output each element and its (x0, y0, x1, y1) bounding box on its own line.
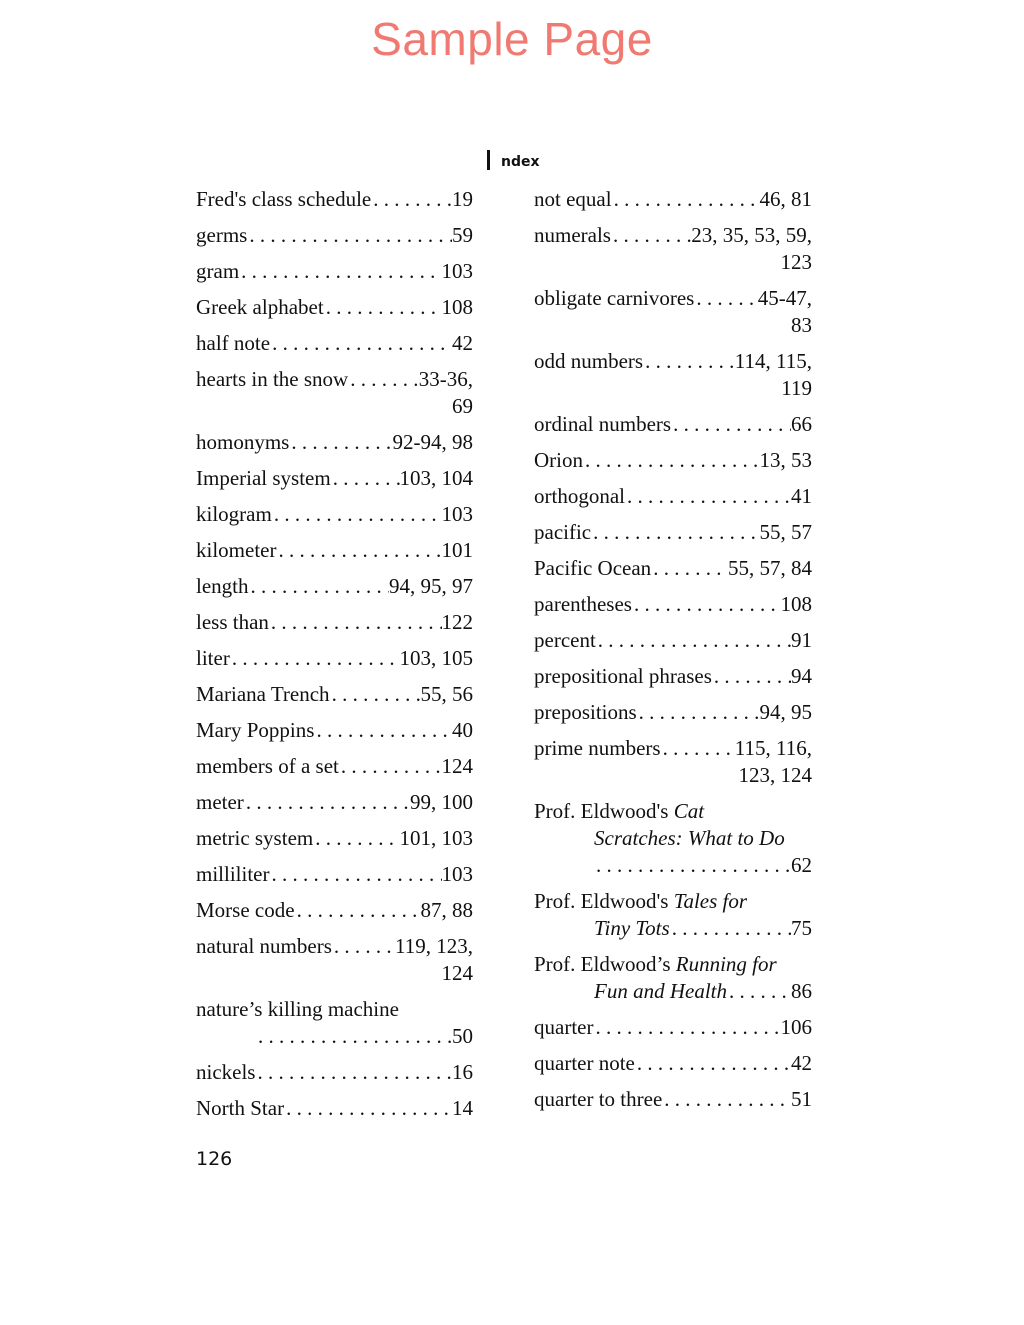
leader-dots (671, 411, 791, 438)
entry-pages: 103 (441, 502, 473, 526)
entry-term: prepositional phrases (534, 664, 712, 688)
leader-dots (670, 915, 791, 942)
entry-term: obligate carnivores (534, 286, 695, 310)
index-entry (196, 681, 473, 708)
entry-term: natural numbers (196, 934, 332, 958)
entry-term: half note (196, 331, 271, 355)
entry-term: parentheses (534, 592, 632, 616)
index-entry (196, 1059, 473, 1086)
entry-pages: 106 (780, 1015, 812, 1039)
index-entry (534, 285, 812, 339)
index-entry (196, 753, 473, 780)
index-entry (534, 519, 812, 546)
entry-term: germs (196, 223, 248, 247)
entry-term-title: Cat (673, 799, 705, 823)
index-entry (534, 663, 812, 690)
leader-dots (269, 609, 442, 636)
entry-term: quarter to three (534, 1087, 663, 1111)
entry-term: metric system (196, 826, 314, 850)
index-column-right (534, 186, 812, 1122)
entry-term-prefix: Prof. Eldwood's (534, 889, 669, 913)
index-entry (534, 699, 812, 726)
leader-dots (289, 429, 392, 456)
index-entry (196, 465, 473, 492)
index-entry (196, 186, 473, 213)
entry-term: hearts in the snow (196, 367, 349, 391)
entry-term: members of a set (196, 754, 339, 778)
entry-term-title: Running for (675, 952, 777, 976)
leader-dots (255, 1059, 452, 1086)
leader-dots (371, 186, 452, 213)
entry-term: Fred's class schedule (196, 187, 372, 211)
entry-term: nature’s killing machine (196, 997, 399, 1021)
entry-pages: 103 (441, 862, 473, 886)
entry-term: not equal (534, 187, 612, 211)
entry-term: Greek alphabet (196, 295, 324, 319)
entry-pages: 92-94, 98 (392, 430, 473, 454)
leader-dots (270, 330, 452, 357)
entry-term (534, 798, 812, 825)
entry-term: Orion (534, 448, 583, 472)
index-entry (196, 1095, 473, 1122)
leader-dots (314, 717, 452, 744)
index-entry (196, 897, 473, 924)
entry-term: odd numbers (534, 349, 644, 373)
entry-term (534, 951, 812, 978)
entry-term: Mary Poppins (196, 718, 315, 742)
leader-dots (694, 285, 757, 312)
leader-dots (339, 753, 442, 780)
leader-dots (270, 861, 442, 888)
entry-pages: 75 (791, 916, 812, 940)
entry-pages: 94, 95, 97 (389, 574, 473, 598)
entry-pages-continued: 69 (452, 394, 473, 418)
leader-dots (662, 1086, 791, 1113)
leader-dots (625, 483, 791, 510)
leader-dots (637, 699, 760, 726)
entry-pages: 42 (791, 1051, 812, 1075)
entry-term: orthogonal (534, 484, 625, 508)
leader-dots (651, 555, 728, 582)
entry-pages: 115, 116, (734, 736, 812, 760)
page-number: 126 (196, 1148, 233, 1170)
leader-dots (727, 978, 791, 1005)
index-entry (196, 573, 473, 600)
entry-pages: 42 (452, 331, 473, 355)
leader-dots (244, 789, 410, 816)
entry-pages: 14 (452, 1096, 473, 1120)
entry-pages: 16 (452, 1060, 473, 1084)
leader-dots (256, 1023, 452, 1050)
leader-dots (332, 933, 395, 960)
entry-term-title: Tales for (673, 889, 748, 913)
index-entry (534, 627, 812, 654)
entry-pages: 40 (452, 718, 473, 742)
leader-dots (247, 222, 452, 249)
index-column-left (196, 186, 473, 1131)
index-entry (196, 294, 473, 321)
entry-pages: 103, 104 (399, 466, 473, 490)
index-entry (196, 609, 473, 636)
index-entry (534, 951, 812, 1005)
index-entry (196, 996, 473, 1050)
entry-term-title-cont: Scratches: What to Do (594, 826, 785, 850)
index-entry (534, 411, 812, 438)
entry-term-title-cont: Tiny Tots (594, 916, 670, 940)
index-entry (534, 348, 812, 402)
entry-term-title-cont: Fun and Health (594, 979, 727, 1003)
index-entry (534, 447, 812, 474)
entry-pages: 51 (791, 1087, 812, 1111)
index-entry (196, 933, 473, 987)
entry-term: prime numbers (534, 736, 661, 760)
entry-term: numerals (534, 223, 611, 247)
entry-pages-continued: 123, 124 (738, 763, 812, 787)
entry-term: Pacific Ocean (534, 556, 652, 580)
entry-pages-continued: 123 (780, 250, 812, 274)
entry-pages: 13, 53 (759, 448, 812, 472)
leader-dots (591, 519, 759, 546)
entry-pages: 122 (441, 610, 473, 634)
index-entry (196, 330, 473, 357)
leader-dots (661, 735, 735, 762)
entry-pages: 23, 35, 53, 59, (691, 223, 812, 247)
entry-pages: 94, 95 (759, 700, 812, 724)
entry-pages: 94 (791, 664, 812, 688)
index-entry (196, 501, 473, 528)
entry-term: ordinal numbers (534, 412, 672, 436)
leader-dots (593, 1014, 780, 1041)
leader-dots (272, 501, 442, 528)
entry-term: percent (534, 628, 596, 652)
index-entry (534, 1086, 812, 1113)
leader-dots (632, 591, 781, 618)
entry-pages: 114, 115, (734, 349, 812, 373)
index-entry (534, 735, 812, 789)
index-entry (196, 645, 473, 672)
index-entry (196, 258, 473, 285)
index-entry (534, 483, 812, 510)
entry-term: North Star (196, 1096, 285, 1120)
leader-dots (583, 447, 760, 474)
entry-term: kilogram (196, 502, 272, 526)
entry-pages: 101, 103 (399, 826, 473, 850)
index-entry (534, 888, 812, 942)
index-entry (534, 555, 812, 582)
entry-term: less than (196, 610, 269, 634)
sample-page-watermark: Sample Page (371, 13, 653, 65)
entry-pages-continued: 83 (791, 313, 812, 337)
entry-pages-continued: 119 (781, 376, 812, 400)
entry-pages: 91 (791, 628, 812, 652)
entry-term: prepositions (534, 700, 637, 724)
entry-pages: 108 (780, 592, 812, 616)
leader-dots (230, 645, 400, 672)
leader-dots (596, 627, 791, 654)
index-header (487, 150, 540, 170)
leader-dots (331, 465, 400, 492)
index-entry (196, 537, 473, 564)
leader-dots (643, 348, 735, 375)
entry-pages: 86 (791, 979, 812, 1003)
entry-term: quarter note (534, 1051, 635, 1075)
entry-pages: 124 (441, 754, 473, 778)
index-entry (534, 222, 812, 276)
entry-term: pacific (534, 520, 592, 544)
entry-pages: 87, 88 (420, 898, 473, 922)
leader-dots (295, 897, 421, 924)
leader-dots (284, 1095, 452, 1122)
entry-pages-continued: 124 (441, 961, 473, 985)
leader-dots (313, 825, 399, 852)
header-label: ndex (501, 154, 540, 170)
leader-dots (612, 186, 760, 213)
entry-term: length (196, 574, 249, 598)
entry-pages: 46, 81 (759, 187, 812, 211)
leader-dots (712, 663, 791, 690)
leader-dots (330, 681, 421, 708)
leader-dots (611, 222, 691, 249)
index-entry (196, 222, 473, 249)
entry-pages: 33-36, (418, 367, 473, 391)
entry-term: milliliter (196, 862, 270, 886)
entry-pages: 55, 57 (759, 520, 812, 544)
entry-term: Morse code (196, 898, 295, 922)
index-entry (196, 861, 473, 888)
index-entry (196, 429, 473, 456)
index-entry (534, 798, 812, 879)
index-entry (196, 825, 473, 852)
entry-pages: 99, 100 (410, 790, 473, 814)
entry-term-prefix: Prof. Eldwood's (534, 799, 669, 823)
entry-pages: 101 (441, 538, 473, 562)
entry-term: nickels (196, 1060, 256, 1084)
entry-pages: 119, 123, (395, 934, 473, 958)
entry-term: Mariana Trench (196, 682, 330, 706)
entry-pages: 55, 56 (420, 682, 473, 706)
leader-dots (348, 366, 419, 393)
index-entry (196, 366, 473, 420)
entry-pages: 19 (452, 187, 473, 211)
entry-pages: 41 (791, 484, 812, 508)
entry-term-prefix: Prof. Eldwood’s (534, 952, 671, 976)
leader-dots (324, 294, 442, 321)
entry-term: kilometer (196, 538, 277, 562)
entry-term: meter (196, 790, 244, 814)
index-entry (534, 186, 812, 213)
index-entry (534, 1050, 812, 1077)
entry-pages: 103, 105 (399, 646, 473, 670)
entry-pages: 62 (791, 853, 812, 877)
entry-term: gram (196, 259, 240, 283)
leader-dots (276, 537, 441, 564)
entry-pages: 108 (441, 295, 473, 319)
entry-pages: 50 (452, 1024, 473, 1048)
entry-pages: 45-47, (757, 286, 812, 310)
entry-term: Imperial system (196, 466, 331, 490)
index-entry (196, 717, 473, 744)
index-entry (534, 1014, 812, 1041)
entry-pages: 103 (441, 259, 473, 283)
entry-term: homonyms (196, 430, 290, 454)
index-entry (534, 591, 812, 618)
entry-term: quarter (534, 1015, 594, 1039)
entry-term: liter (196, 646, 230, 670)
leader-dots (594, 852, 791, 879)
entry-term (534, 888, 812, 915)
entry-pages: 66 (791, 412, 812, 436)
leader-dots (239, 258, 441, 285)
entry-pages: 59 (452, 223, 473, 247)
leader-dots (249, 573, 390, 600)
entry-pages: 55, 57, 84 (728, 556, 812, 580)
index-entry (196, 789, 473, 816)
header-initial-bar (487, 150, 490, 170)
leader-dots (635, 1050, 791, 1077)
